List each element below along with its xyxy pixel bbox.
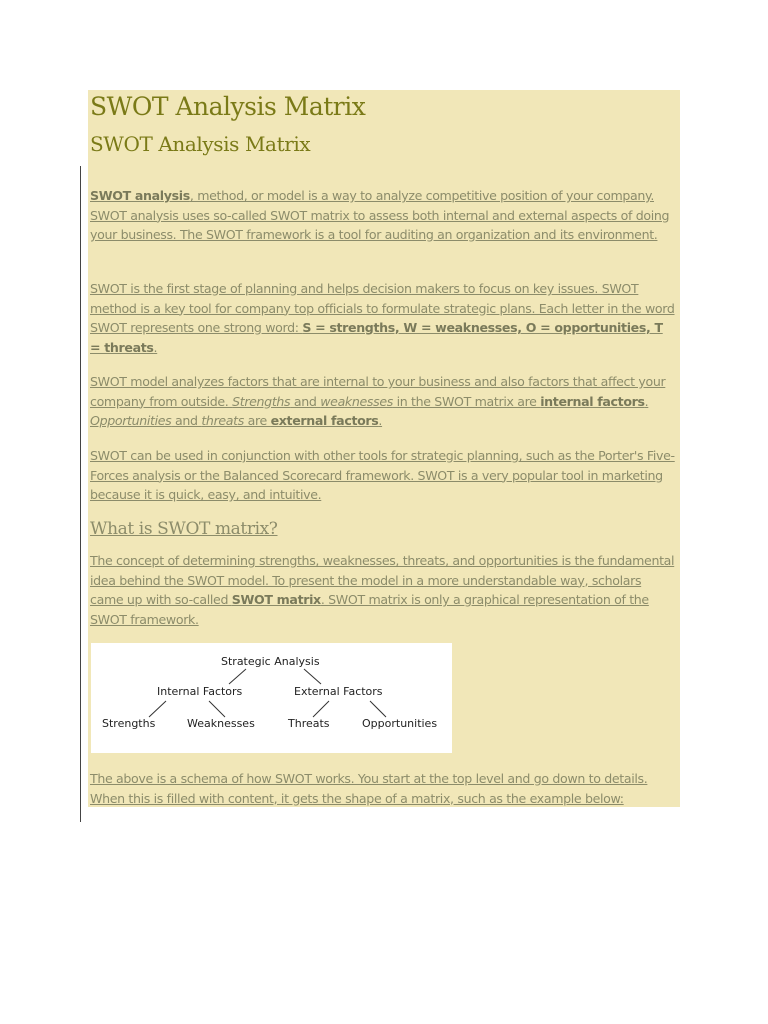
factors-text-b: and bbox=[290, 393, 321, 409]
concept-text-a: The concept of determining strengths, weaknesses, threats, and opportunities is the fundamental idea behind the SWOT model. To present the model in a more understandable way, scholars came up with so-called bbox=[90, 553, 675, 607]
concept-text-b: . SWOT matrix is only a graphical representation of the SWOT framework. bbox=[90, 592, 649, 627]
intro-text: , method, or model is a way to analyze competitive position of your company. SWOT analysis uses so-called SWOT matrix to assess both internal and external aspects of doing your business. The SWOT framework is a tool for auditing an organization and its environment. bbox=[90, 188, 670, 242]
link-root-external bbox=[304, 669, 321, 684]
paragraph-stage[interactable] bbox=[90, 279, 676, 357]
factors-text-d: . bbox=[644, 393, 649, 409]
node-external-factors: External Factors bbox=[294, 685, 383, 698]
node-strategic-analysis: Strategic Analysis bbox=[221, 655, 320, 668]
paragraph-schema-explainer[interactable]: The above is a schema of how SWOT works. You start at the top level and go down to details. When this is filled with content, it gets the shape of a matrix, such as the example below: bbox=[90, 771, 648, 806]
weaknesses-term: weaknesses bbox=[320, 393, 393, 409]
paragraph-conjunction[interactable]: SWOT can be used in conjunction with other tools for strategic planning, such as the Porter's Five-Forces analysis or the Balanced Scorecard framework. SWOT is a very popular tool in marketing because it is quick, easy, and intuitive. bbox=[90, 448, 675, 502]
swot-letters: S = strengths, W = weaknesses, O = opportunities, T = threats bbox=[90, 320, 663, 355]
section-heading-matrix[interactable]: What is SWOT matrix? bbox=[90, 519, 278, 539]
node-internal-factors: Internal Factors bbox=[157, 685, 243, 698]
margin-rule bbox=[80, 166, 81, 822]
page-title: SWOT Analysis Matrix bbox=[90, 92, 366, 121]
paragraph-concept[interactable] bbox=[90, 551, 676, 629]
opportunities-term: Opportunities bbox=[90, 413, 172, 428]
node-strengths: Strengths bbox=[102, 717, 156, 730]
factors-text-e: and bbox=[171, 413, 202, 428]
node-threats: Threats bbox=[288, 717, 330, 730]
node-opportunities: Opportunities bbox=[362, 717, 438, 730]
factors-text-g: . bbox=[378, 413, 383, 428]
swot-matrix-term: SWOT matrix bbox=[231, 592, 321, 607]
swot-schema-diagram bbox=[91, 643, 452, 753]
stage-text: SWOT is the first stage of planning and helps decision makers to focus on key issues. SWOT method is a key tool for company top officials to formulate strategic plans. Each letter in the word SWOT represents one strong word: bbox=[90, 281, 675, 335]
link-internal-strengths bbox=[149, 701, 166, 717]
paragraph-intro[interactable] bbox=[90, 186, 676, 245]
swot-analysis-term: SWOT analysis bbox=[90, 188, 190, 203]
factors-text-f: are bbox=[243, 413, 271, 428]
link-internal-weaknesses bbox=[209, 701, 225, 717]
link-root-internal bbox=[229, 669, 246, 684]
external-factors-term: external factors bbox=[270, 413, 379, 428]
node-weaknesses: Weaknesses bbox=[187, 717, 255, 730]
threats-term: threats bbox=[201, 413, 244, 428]
paragraph-factors[interactable] bbox=[90, 372, 676, 431]
link-external-opportunities bbox=[370, 701, 386, 717]
factors-text-a: SWOT model analyzes factors that are internal to your business and also factors that affect your company from outside. bbox=[90, 374, 666, 409]
link-external-threats bbox=[313, 701, 329, 717]
document-body bbox=[88, 90, 680, 807]
stage-end: . bbox=[153, 339, 158, 355]
schema-svg bbox=[91, 643, 452, 753]
page-subtitle: SWOT Analysis Matrix bbox=[90, 132, 311, 156]
internal-factors-term: internal factors bbox=[540, 393, 645, 409]
factors-text-c: in the SWOT matrix are bbox=[392, 393, 541, 409]
strengths-term: Strengths bbox=[232, 393, 291, 409]
